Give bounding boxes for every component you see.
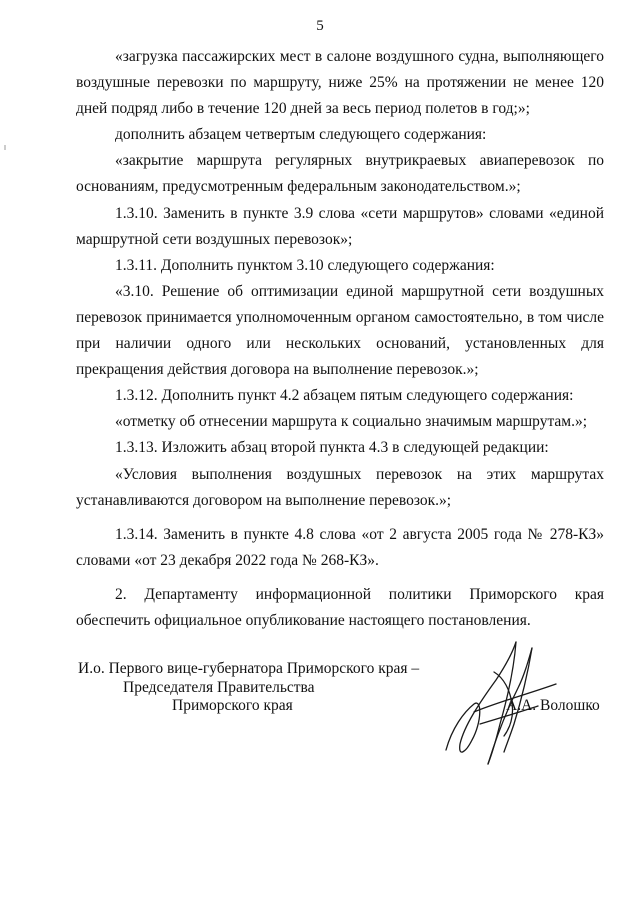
document-body	[76, 44, 604, 634]
paragraph-1-3-11: 1.3.11. Дополнить пунктом 3.10 следующего содержания:	[115, 256, 495, 274]
paragraph-1-3-10: 1.3.10. Заменить в пункте 3.9 слова «сети маршрутов» словами «единой маршрутной сети воздушных перевозок»;	[76, 204, 604, 248]
paragraph-load-factor: «загрузка пассажирских мест в салоне воздушного судна, выполняющего воздушные перевозки по маршруту, ниже 25% на протяжении не менее 120 дней подряд либо в течение 120 дней за весь период полетов в год;»;	[76, 48, 604, 118]
signatory-name: А.А. Волошко	[506, 697, 600, 714]
paragraph-add-fourth: дополнить абзацем четвертым следующего содержания:	[115, 126, 487, 144]
signatory-title-line-1: И.о. Первого вице-губернатора Приморского края –	[78, 660, 420, 677]
paragraph-conditions: «Условия выполнения воздушных перевозок на этих маршрутах устанавливаются договором на выполнение перевозок.»;	[76, 465, 604, 509]
paragraph-department: 2. Департаменту информационной политики Приморского края обеспечить официальное опубликование настоящего постановления.	[76, 585, 604, 629]
signatory-title-line-2: Председателя Правительства	[123, 679, 315, 696]
paragraph-1-3-12: 1.3.12. Дополнить пункт 4.2 абзацем пятым следующего содержания:	[115, 387, 574, 405]
signatory-title-line-3: Приморского края	[172, 697, 293, 714]
paragraph-1-3-13: 1.3.13. Изложить абзац второй пункта 4.3 в следующей редакции:	[115, 439, 549, 457]
handwritten-signature	[438, 632, 563, 772]
margin-mark	[4, 145, 6, 150]
paragraph-3-10: «3.10. Решение об оптимизации единой маршрутной сети воздушных перевозок принимается уполномоченным органом самостоятельно, в том числе при наличии одного или нескольких оснований, установленных для прекращения действия договора на выполнение перевозок.»;	[76, 282, 604, 379]
paragraph-route-closure: «закрытие маршрута регулярных внутрикраевых авиаперевозок по основаниям, предусмотренным федеральным законодательством.»;	[76, 152, 604, 196]
paragraph-social-routes: «отметку об отнесении маршрута к социально значимым маршрутам.»;	[115, 413, 588, 431]
paragraph-1-3-14: 1.3.14. Заменить в пункте 4.8 слова «от 2 августа 2005 года № 278-КЗ» словами «от 23 декабря 2022 года № 268-КЗ».	[76, 525, 604, 569]
page-number: 5	[316, 18, 324, 34]
